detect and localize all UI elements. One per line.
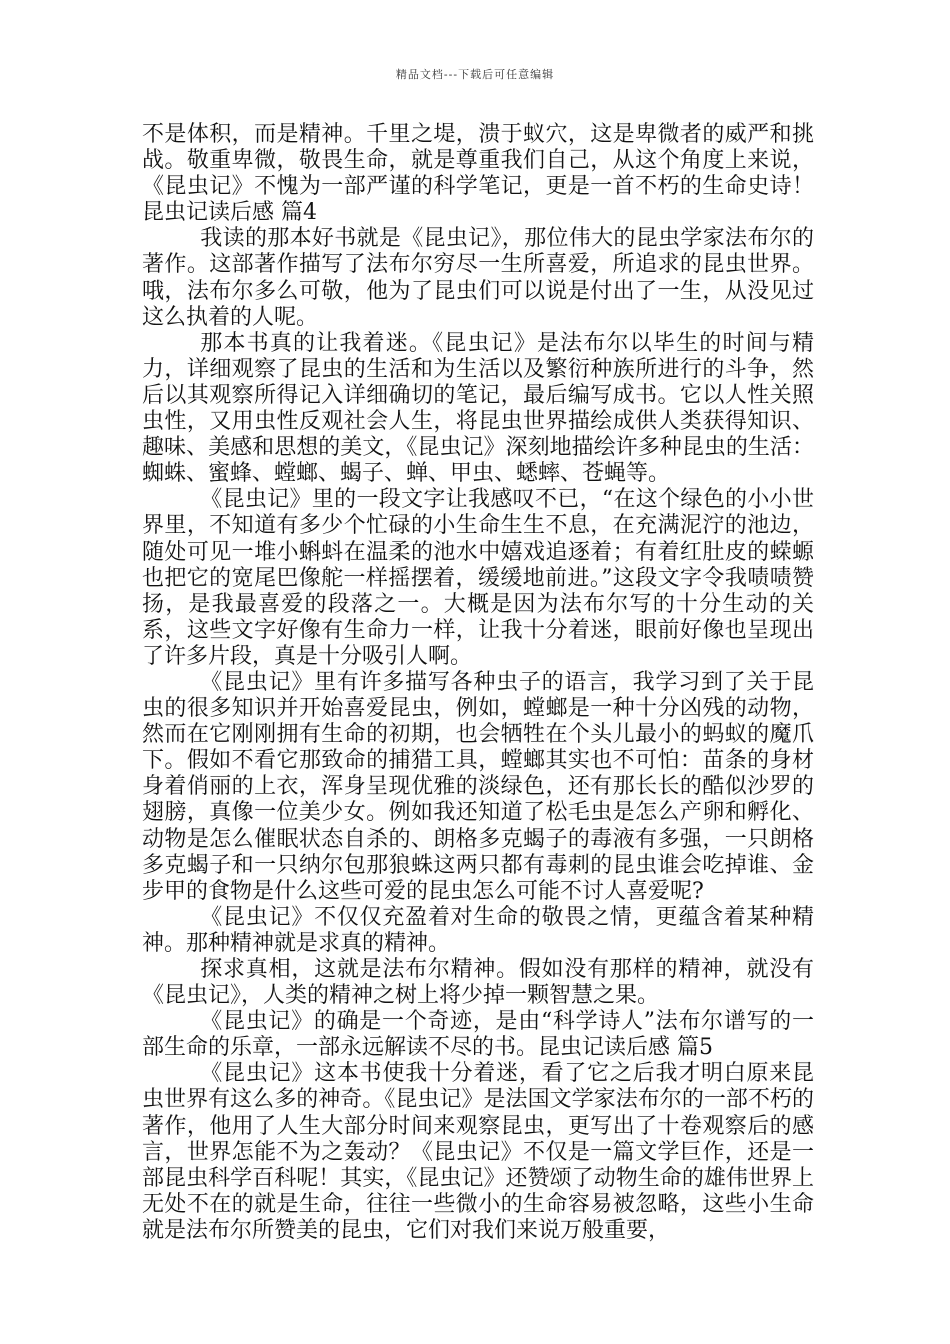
- paragraph: 不是体积，而是精神。千里之堤，溃于蚁穴，这是卑微者的威严和挑战。敬重卑微，敬畏生命，就是尊重我们自己，从这个角度上来说，《昆虫记》不愧为一部严谨的科学笔记，更是一首不朽的生命史诗！昆虫记读后感 篇4: [142, 122, 814, 226]
- paragraph: 《昆虫记》的确是一个奇迹，是由“科学诗人”法布尔谱写的一部生命的乐章，一部永远解读不尽的书。昆虫记读后感 篇5: [142, 1009, 814, 1061]
- paragraph: 《昆虫记》这本书使我十分着迷，看了它之后我才明白原来昆虫世界有这么多的神奇。《昆虫记》是法国文学家法布尔的一部不朽的著作，他用了人生大部分时间来观察昆虫，更写出了十卷观察后的感言，世界怎能不为之轰动？《昆虫记》不仅是一篇文学巨作，还是一部昆虫科学百科呢！其实，《昆虫记》还赞颂了动物生命的雄伟世界上无处不在的就是生命，往往一些微小的生命容易被忽略，这些小生命就是法布尔所赞美的昆虫，它们对我们来说万般重要，: [142, 1061, 814, 1243]
- document-body: [142, 122, 814, 1244]
- paragraph: 探求真相，这就是法布尔精神。假如没有那样的精神，就没有《昆虫记》，人类的精神之树上将少掉一颗智慧之果。: [142, 957, 814, 1009]
- paragraph: 《昆虫记》里的一段文字让我感叹不已，“在这个绿色的小小世界里，不知道有多少个忙碌的小生命生生不息，在充满泥泞的池边，随处可见一堆小蝌蚪在温柔的池水中嬉戏追逐着；有着红肚皮的蝾螈也把它的宽尾巴像舵一样摇摆着，缓缓地前进。”这段文字令我啧啧赞扬，是我最喜爱的段落之一。大概是因为法布尔写的十分生动的关系，这些文字好像有生命力一样，让我十分着迷，眼前好像也呈现出了许多片段，真是十分吸引人啊。: [142, 487, 814, 669]
- paragraph: 那本书真的让我着迷。《昆虫记》是法布尔以毕生的时间与精力，详细观察了昆虫的生活和为生活以及繁衍种族所进行的斗争，然后以其观察所得记入详细确切的笔记，最后编写成书。它以人性关照虫性，又用虫性反观社会人生，将昆虫世界描绘成供人类获得知识、趣味、美感和思想的美文，《昆虫记》深刻地描绘许多种昆虫的生活：蜘蛛、蜜蜂、螳螂、蝎子、蝉、甲虫、蟋蟀、苍蝇等。: [142, 330, 814, 487]
- page-header: 精品文档---下载后可任意编辑: [395, 68, 555, 81]
- paragraph: 《昆虫记》里有许多描写各种虫子的语言，我学习到了关于昆虫的很多知识并开始喜爱昆虫，例如，螳螂是一种十分凶残的动物，然而在它刚刚拥有生命的初期，也会牺牲在个头儿最小的蚂蚁的魔爪下。假如不看它那致命的捕猎工具，螳螂其实也不可怕：苗条的身材身着俏丽的上衣，浑身呈现优雅的淡绿色，还有那长长的酷似沙罗的翅膀，真像一位美少女。例如我还知道了松毛虫是怎么产卵和孵化、动物是怎么催眠状态自杀的、朗格多克蝎子的毒液有多强，一只朗格多克蝎子和一只纳尔包那狼蛛这两只都有毒刺的昆虫谁会吃掉谁、金步甲的食物是什么这些可爱的昆虫怎么可能不讨人喜爱呢?: [142, 669, 814, 904]
- paragraph: 《昆虫记》不仅仅充盈着对生命的敬畏之情，更蕴含着某种精神。那种精神就是求真的精神。: [142, 904, 814, 956]
- paragraph: 我读的那本好书就是《昆虫记》，那位伟大的昆虫学家法布尔的著作。这部著作描写了法布尔穷尽一生所喜爱，所追求的昆虫世界。哦，法布尔多么可敬，他为了昆虫们可以说是付出了一生，从没见过这么执着的人呢。: [142, 226, 814, 330]
